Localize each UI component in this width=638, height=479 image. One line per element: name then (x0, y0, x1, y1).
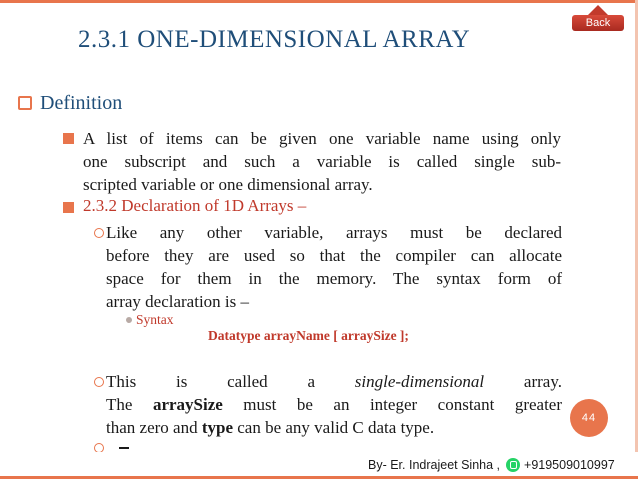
declaration-line: before they are used so that the compiler can allocate (106, 246, 562, 265)
back-arrow-icon[interactable] (588, 5, 608, 15)
definition-heading (18, 92, 122, 115)
page-number-badge: 44 (570, 399, 608, 437)
text-run: than zero and (106, 418, 202, 437)
text-run: The (106, 395, 153, 414)
footer-credit (368, 458, 615, 472)
definition-line: scripted variable or one dimensional array. (83, 175, 373, 194)
square-bullet-icon (63, 133, 74, 144)
text-run: can be any valid C data type. (233, 418, 435, 437)
text-run: must be an integer constant greater (222, 395, 562, 414)
author-text: By- Er. Indrajeet Sinha , (368, 458, 501, 472)
declaration-text (106, 221, 562, 313)
definition-line: one subscript and such a variable is called single sub- (83, 152, 561, 171)
text-run: This is called a (106, 372, 355, 391)
syntax-code: Datatype arrayName [ arraySize ]; (208, 328, 409, 343)
whatsapp-icon (506, 458, 520, 472)
emphasis-text: single-dimensional (354, 372, 485, 391)
single-dim-line-3 (106, 416, 562, 439)
back-button[interactable]: Back (572, 15, 624, 31)
definition-text (83, 127, 561, 196)
declaration-line: array declaration is – (106, 292, 250, 311)
declaration-line: Like any other variable, arrays must be declared (106, 223, 562, 242)
top-border (0, 0, 638, 3)
declaration-line: space for them in the memory. The syntax form of (106, 269, 562, 288)
square-bullet-icon (63, 202, 74, 213)
syntax-label: Syntax (136, 312, 174, 327)
text-run: array. (484, 372, 562, 391)
single-dimensional-text (106, 370, 562, 439)
hyperlink-underscore[interactable] (119, 447, 129, 449)
single-dim-line-1 (106, 370, 562, 393)
page-title: 2.3.1 ONE-DIMENSIONAL ARRAY (78, 26, 471, 53)
phone-text: +919509010997 (524, 458, 615, 472)
single-dim-line-2 (106, 393, 562, 416)
dot-bullet-icon (126, 317, 132, 323)
declaration-heading: 2.3.2 Declaration of 1D Arrays – (83, 196, 307, 215)
definition-heading-label: Definition (40, 92, 123, 114)
circle-bullet-icon (94, 228, 104, 238)
bold-text: arraySize (152, 395, 223, 414)
square-outline-bullet-icon (18, 96, 32, 110)
bold-text: type (201, 418, 233, 437)
definition-line: A list of items can be given one variable name using only (83, 129, 561, 148)
circle-bullet-icon (94, 377, 104, 387)
